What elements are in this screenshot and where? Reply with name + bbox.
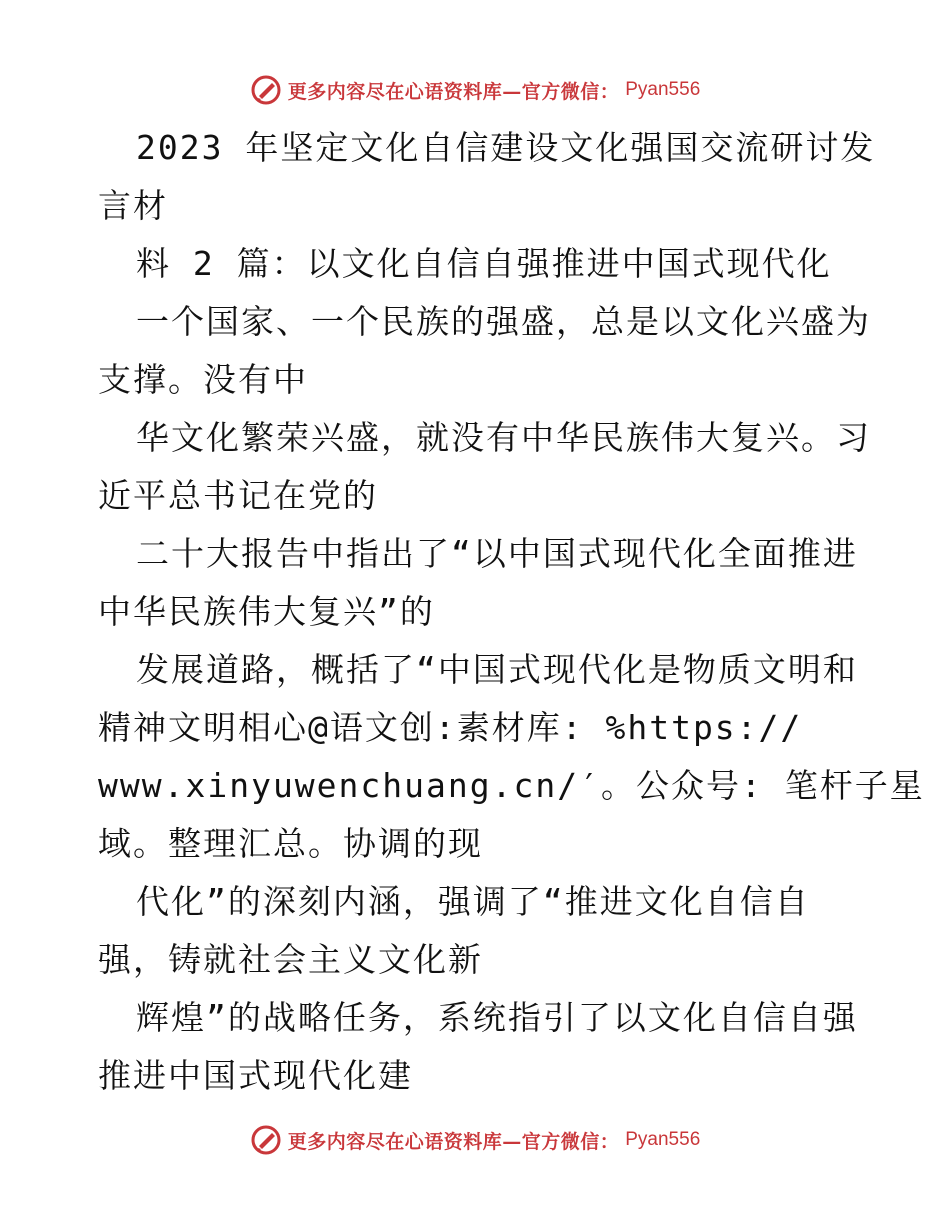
body-line: 精神文明相心@语文创:素材库: %https:// [98, 708, 803, 747]
header-banner-text: 更多内容尽在心语资料库—官方微信： [287, 80, 620, 103]
body-line: 辉煌”的战略任务，系统指引了以文化自信自强 [136, 998, 858, 1037]
footer-watermark [0, 1120, 950, 1160]
body-line: 域。整理汇总。协调的现 [98, 824, 483, 863]
body-line: 强，铸就社会主义文化新 [98, 940, 483, 979]
footer-banner-text: 更多内容尽在心语资料库—官方微信： [287, 1130, 620, 1153]
body-line: 支撑。没有中 [98, 360, 308, 399]
brand-logo-icon [250, 74, 282, 106]
body-line: 中华民族伟大复兴”的 [98, 592, 435, 631]
title-line-2: 言材 [98, 186, 168, 225]
subtitle-line: 料 2 篇：以文化自信自强推进中国式现代化 [136, 244, 832, 283]
body-line: 华文化繁荣兴盛，就没有中华民族伟大复兴。习 [136, 418, 871, 457]
body-line: 一个国家、一个民族的强盛，总是以文化兴盛为 [136, 302, 871, 341]
header-wechat-id: Pyan556 [625, 79, 701, 100]
title-line-1: 2023 年坚定文化自信建设文化强国交流研讨发 [136, 128, 876, 167]
header-watermark [0, 70, 950, 110]
body-line: 发展道路，概括了“中国式现代化是物质文明和 [136, 650, 858, 689]
body-line: 近平总书记在党的 [98, 476, 378, 515]
body-line: www.xinyuwenchuang.cn/′。公众号: 笔杆子星 [98, 766, 925, 805]
brand-logo-icon [250, 1124, 282, 1156]
body-line: 推进中国式现代化建 [98, 1056, 413, 1095]
body-line: 代化”的深刻内涵，强调了“推进文化自信自 [136, 882, 810, 921]
footer-banner [250, 1124, 701, 1156]
header-banner [250, 74, 701, 106]
footer-wechat-id: Pyan556 [625, 1129, 701, 1150]
body-line: 二十大报告中指出了“以中国式现代化全面推进 [136, 534, 858, 573]
